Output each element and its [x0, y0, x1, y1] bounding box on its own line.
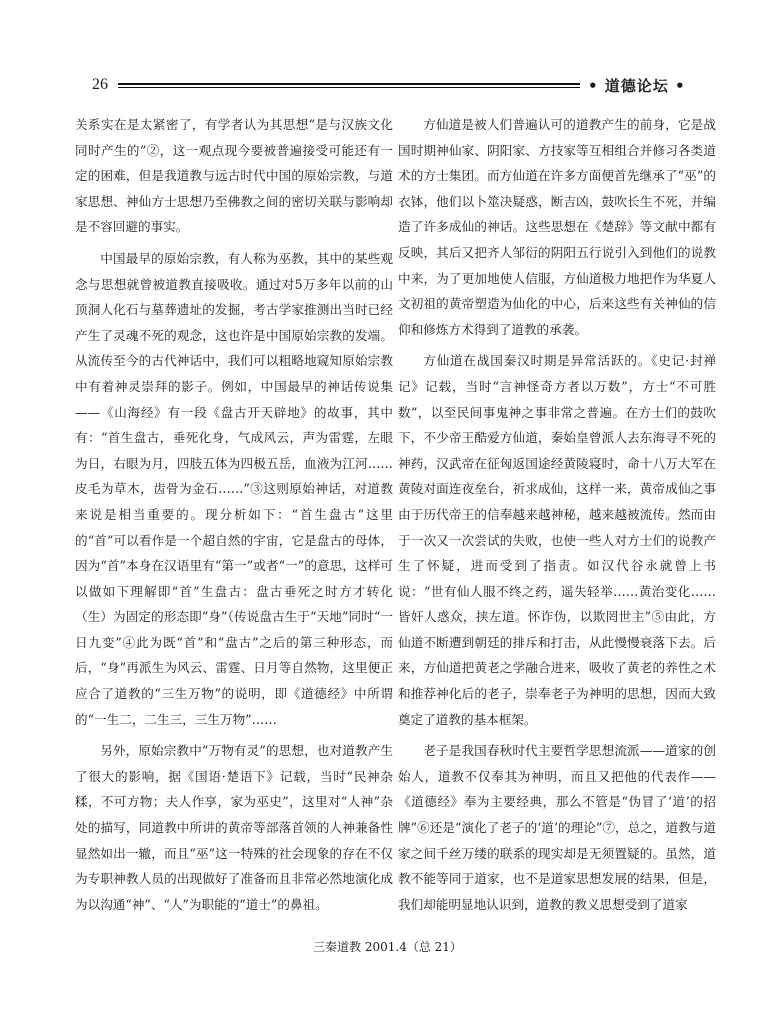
running-head: • 道德论坛 •: [588, 77, 686, 95]
paragraph: 中国最早的原始宗教，有人称为巫教，其中的某些观念与思想就曾被道教直接吸收。通过对5万多年以前的山顶洞人化石与墓葬遗址的发掘，考古学家推测出当时已经产生了灵魂不死的观念，这也许是中国原始宗教的发端。从流传至今的古代神话中，我们可以粗略地窥知原始宗教中有着神灵崇拜的影子。例如，中国最早的神话传说集——《山海经》有一段《盘古开天辟地》的故事，其中有：“首生盘古，垂死化身，气成风云，声为雷霆，左眼为日，右眼为月，四肢五体为四极五岳，血液为江河……皮毛为草木，齿骨为金石……”③这则原始神话，对道教来说是相当重要的。现分析如下：“首生盘古”这里的“首”可以看作是一个超自然的宇宙，它是盘古的母体，因为“首”本身在汉语里有“第一”或者“一”的意思，这样可以做如下理解即“首”生盘古：盘古垂死之时方才转化（生）为固定的形态即“身”（传说盘古生于“天地”同时“一日九变”④此为既“首”和“盘古”之后的第三种形态，而后，“身”再派生为风云、雷霆、日月等自然物，这里便正应合了道教的“三生万物”的说明，即《道德经》中所谓的“一生二，二生三，三生万物”……: [75, 250, 393, 727]
left-column: [75, 112, 393, 923]
paragraph: 方仙道是被人们普遍认可的道教产生的前身，它是战国时期神仙家、阴阳家、方技家等互相组合并修习各类道术的方士集团。而方仙道在许多方面便首先继承了“巫”的衣钵，他们以卜筮决疑惑，断吉凶，鼓吹长生不死，并编造了许多成仙的神话。这些思想在《楚辞》等文献中都有反映，其后又把齐人邹衍的阴阳五行说引入到他们的说教中来，为了更加地使人信服，方仙道极力地把作为华夏人文初祖的黄帝塑造为仙化的中心，后来这些有关神仙的信仰和修炼方术得到了道教的承袭。: [398, 117, 716, 337]
paragraph: 关系实在是太紧密了，有学者认为其思想“是与汉族文化同时产生的”②，这一观点现今要被普遍接受可能还有一定的困难，但是我道教与远古时代中国的原始宗教，与道家思想、神仙方士思想乃至佛教之间的密切关联与影响却是不容回避的事实。: [75, 117, 393, 235]
page-number: 26: [92, 76, 108, 93]
paragraph: 方仙道在战国秦汉时期是异常活跃的。《史记·封禅记》记载，当时“言神怪奇方者以万数”，方士“不可胜数”，以至民间事鬼神之事非常之普遍。在方士们的鼓吹下，不少帝王酷爱方仙道，秦始皇曾派人去东海寻不死的神药，汉武帝在征匈返国途经黄陵寝时，命十八万大军在黄陵对面连夜垒台，祈求成仙，这样一来，黄帝成仙之事由于历代帝王的信奉越来越神秘，越来越被流传。然而由于一次又一次尝试的失败，也使一些人对方士们的说教产生了怀疑，进而受到了指责。如汉代谷永就曾上书说：“世有仙人服不终之药，遥失轻举……黄治变化……皆奸人惑众，挟左道。怀诈伪，以欺罔世主”⑤由此，方仙道不断遭到朝廷的排斥和打击，从此慢慢衰落下去。后来，方仙道把黄老之学融合进来，吸收了黄老的养性之术和推荐神化后的老子，崇奉老子为神明的思想，因而大致奠定了道教的基本框架。: [398, 353, 716, 727]
right-column: [398, 112, 716, 923]
header-rule: [118, 83, 580, 88]
paragraph: 另外，原始宗教中“万物有灵”的思想，也对道教产生了很大的影响，据《国语·楚语下》记载，当时“民神杂糅，不可方物；夫人作享，家为巫史”，这里对“人神”杂处的描写，同道教中所讲的黄帝等部落首领的人神兼备性显然如出一辙，而且“巫”这一特殊的社会现象的存在不仅为专职神教人员的出现做好了准备而且非常必然地演化成为以沟通“神”、“人”为职能的“道士”的鼻祖。: [75, 743, 393, 912]
paragraph: 老子是我国春秋时代主要哲学思想流派——道家的创始人，道教不仅奉其为神明，而且又把他的代表作——《道德经》奉为主要经典，那么不管是“伪冒了‘道’的招牌”⑥还是“演化了老子的‘道’的理论”⑦，总之，道教与道家之间千丝万缕的联系的现实却是无须置疑的。虽然，道教不能等同于道家，也不是道家思想发展的结果，但是，我们却能明显地认识到，道教的教义思想受到了道家: [398, 743, 716, 912]
page-footer: 三秦道教 2001.4（总 21）: [313, 940, 462, 954]
